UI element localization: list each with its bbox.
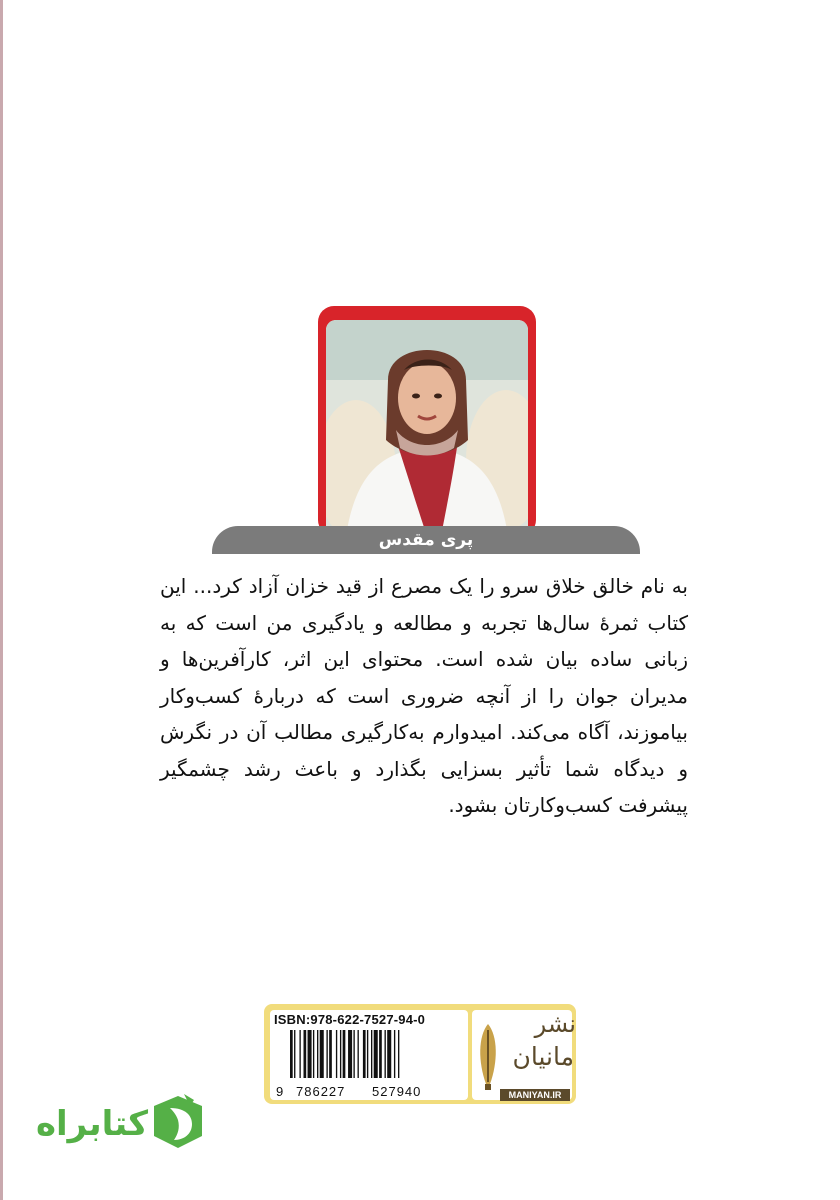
barcode-digits-left: 786227: [296, 1084, 346, 1099]
barcode-digits-right: 527940: [372, 1084, 422, 1099]
barcode-digit-first: 9: [276, 1084, 285, 1099]
author-name: پری مقدس: [378, 530, 474, 550]
author-photo: [326, 320, 528, 536]
author-portrait-icon: [326, 320, 528, 536]
page-edge: [0, 0, 3, 1200]
ketabrah-logo-icon: [148, 1090, 208, 1152]
publisher-name-line2: مانیان: [512, 1042, 574, 1071]
author-photo-frame: [318, 306, 536, 536]
book-blurb: به نام خالق خلاق سرو را یک مصرع از قید خزان آزاد کرد... این کتاب ثمرهٔ سال‌ها تجربه و مطالعه و یادگیری من است که به زبانی ساده بیان شده است. محتوای این اثر، کارآفرین‌ها و مدیران جوان را از آنچه ضروری است که دربارهٔ کسب‌وکار بیاموزند، آگاه می‌کند. امیدوارم به‌کارگیری مطالب آن در نگرش و دیدگاه شما تأثیر بسزایی بگذارد و باعث رشد چشمگیر پیشرفت کسب‌وکارتان بشود.: [160, 574, 688, 817]
isbn-label: ISBN:978-622-7527-94-0: [274, 1012, 426, 1027]
barcode-icon: [290, 1030, 454, 1078]
publisher-name-line1: نشر: [534, 1010, 576, 1038]
publisher-website: MANIYAN.IR: [500, 1089, 570, 1101]
ketabrah-watermark: کتابراه: [35, 1104, 148, 1144]
